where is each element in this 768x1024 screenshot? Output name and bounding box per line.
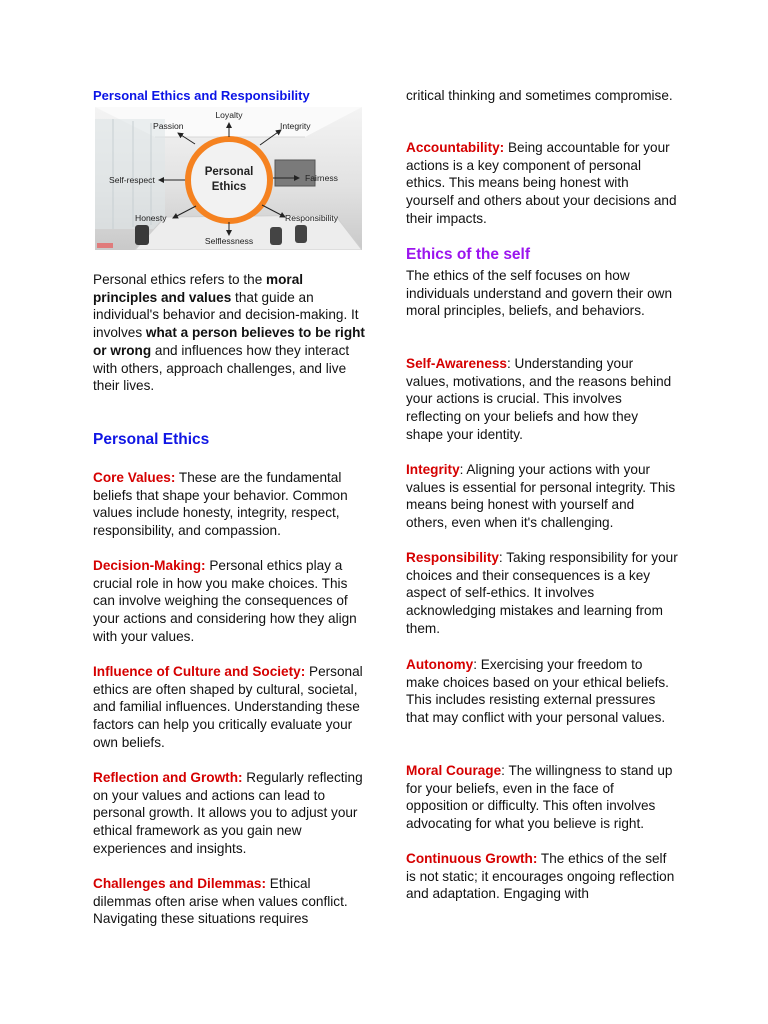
- diagram-svg: [95, 107, 362, 250]
- label-honesty: Honesty: [135, 213, 167, 223]
- section-heading-ethics-of-self: Ethics of the self: [406, 246, 531, 263]
- item-integrity: Integrity: Aligning your actions with your values is essential for personal integrity. This means being honest with yourself and others, even when it's challenging.: [406, 462, 676, 531]
- chair: [295, 225, 307, 243]
- center-label-line1: Personal: [204, 166, 254, 178]
- item-decision-making: Decision-Making: Personal ethics play a crucial role in how you make choices. This can involve weighing the consequences of your actions and considering how they align with your values.: [93, 558, 357, 644]
- label-fairness: Fairness: [305, 173, 338, 183]
- section-heading-personal-ethics: Personal Ethics: [93, 431, 210, 448]
- chair: [270, 227, 282, 245]
- label-passion: Passion: [153, 121, 184, 131]
- item-autonomy: Autonomy: Exercising your freedom to make choices based on your ethical beliefs. This includes resisting external pressures that may conflict with your personal values.: [406, 657, 669, 726]
- item-core-values: Core Values: These are the fundamental beliefs that shape your behavior. Common values include honesty, integrity, respect, responsibility, and compassion.: [93, 470, 348, 539]
- intro-paragraph: Personal ethics refers to the moral principles and values that guide an individual's behavior and decision-making. It involves what a person believes to be right or wrong and influences how they interact with others, approach challenges, and live their lives.: [93, 272, 365, 394]
- document-title: Personal Ethics and Responsibility: [93, 88, 310, 103]
- item-accountability: Accountability: Being accountable for your actions is a key component of personal ethics. This means being honest with yourself and others about your decisions and their impacts.: [406, 140, 677, 226]
- ethics-self-intro: The ethics of the self focuses on how individuals understand and govern their own moral principles, beliefs, and behaviors.: [406, 268, 673, 319]
- center-circle: [188, 139, 270, 221]
- item-influence-culture: Influence of Culture and Society: Personal ethics are often shaped by cultural, societal, and familial influences. Understanding these factors can help you critically evaluate your own beliefs.: [93, 664, 363, 750]
- label-loyalty: Loyalty: [215, 110, 243, 120]
- item-continuous-growth: Continuous Growth: The ethics of the self is not static; it encourages ongoing reflection and adaptation. Engaging with: [406, 851, 675, 902]
- item-moral-courage: Moral Courage: The willingness to stand up for your beliefs, even in the face of opposition or difficulty. This often involves advocating for what you believe is right.: [406, 763, 673, 832]
- item-self-awareness: Self-Awareness: Understanding your values, motivations, and the reasons behind your actions is crucial. This involves reflecting on your beliefs and how they shape your identity.: [406, 356, 672, 442]
- label-responsibility: Responsibility: [285, 213, 339, 223]
- center-label-line2: Ethics: [211, 181, 247, 193]
- item-responsibility: Responsibility: Taking responsibility for your choices and their consequences is a key aspect of self-ethics. It involves acknowledging mistakes and learning from them.: [406, 550, 678, 636]
- item-challenges-dilemmas: Challenges and Dilemmas: Ethical dilemmas often arise when values conflict. Navigating these situations requires: [93, 876, 348, 927]
- logo-mark: [97, 243, 113, 248]
- label-self-respect: Self-respect: [109, 175, 155, 185]
- chair: [135, 225, 149, 245]
- label-integrity: Integrity: [280, 121, 311, 131]
- personal-ethics-diagram: [95, 107, 362, 250]
- continuation-text: critical thinking and sometimes compromise.: [406, 88, 673, 103]
- label-selflessness: Selflessness: [204, 236, 254, 246]
- item-reflection-growth: Reflection and Growth: Regularly reflecting on your values and actions can lead to personal growth. It allows you to adjust your ethical framework as you gain new experiences and insights.: [93, 770, 363, 856]
